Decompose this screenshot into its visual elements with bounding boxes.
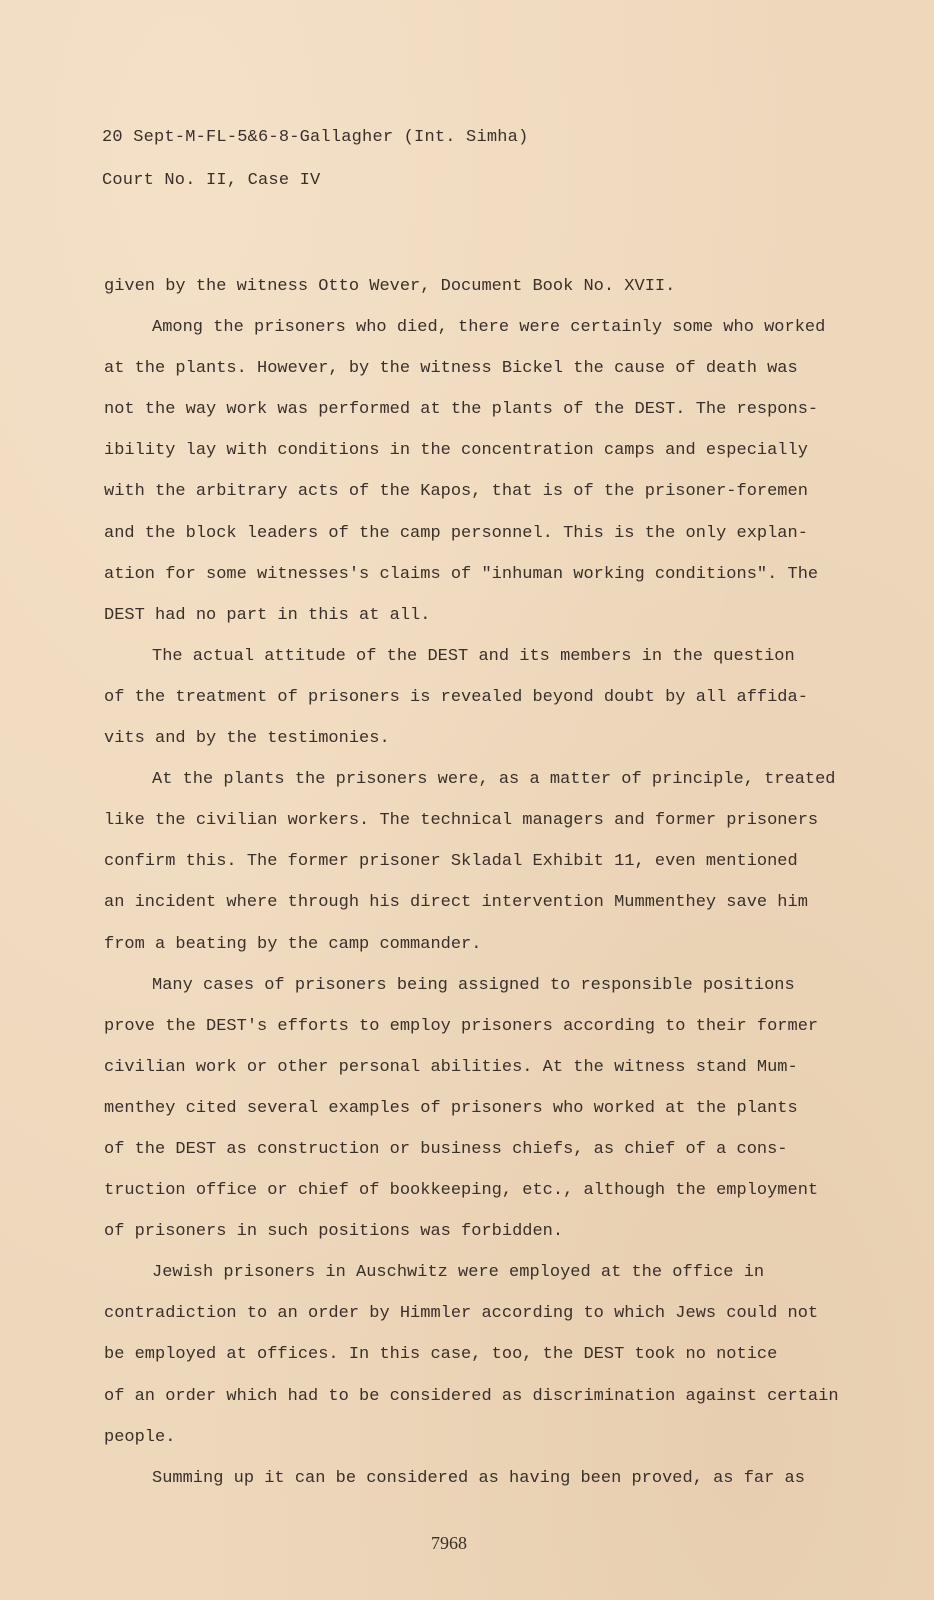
paragraph-start-line: Jewish prisoners in Auschwitz were employed at the office in <box>152 1263 765 1283</box>
paragraph-start-line: Many cases of prisoners being assigned to responsible positions <box>152 975 795 995</box>
text-line: from a beating by the camp commander. <box>104 934 482 954</box>
text-line: given by the witness Otto Wever, Document Book No. XVII. <box>104 277 676 296</box>
text-line: ation for some witnesses's claims of "inhuman working conditions". The <box>104 564 819 584</box>
page-number: 7968 <box>431 1533 467 1553</box>
header-reference-line: 20 Sept-M-FL-5&6-8-Gallagher (Int. Simha) <box>102 128 529 147</box>
text-line: prove the DEST's efforts to employ prisoners according to their former <box>104 1016 819 1036</box>
text-line: and the block leaders of the camp personnel. This is the only explan- <box>104 523 808 543</box>
paragraph-start-line: Among the prisoners who died, there were certainly some who worked <box>152 318 826 338</box>
text-line: of an order which had to be considered as discrimination against certain <box>104 1386 839 1406</box>
text-line: at the plants. However, by the witness Bickel the cause of death was <box>104 359 798 379</box>
text-line: people. <box>104 1427 176 1447</box>
paragraph-start-line: The actual attitude of the DEST and its members in the question <box>152 646 795 666</box>
text-line: of the DEST as construction or business chiefs, as chief of a cons- <box>104 1139 788 1159</box>
text-line: of the treatment of prisoners is revealed beyond doubt by all affida- <box>104 687 808 707</box>
paragraph-start-line: At the plants the prisoners were, as a matter of principle, treated <box>152 770 836 790</box>
text-line: menthey cited several examples of prisoners who worked at the plants <box>104 1098 798 1118</box>
text-line: an incident where through his direct intervention Mummenthey save him <box>104 893 808 913</box>
text-line: be employed at offices. In this case, too, the DEST took no notice <box>104 1345 778 1365</box>
text-line: like the civilian workers. The technical managers and former prisoners <box>104 811 819 831</box>
header-court-line: Court No. II, Case IV <box>102 171 321 190</box>
document-body <box>104 266 844 1499</box>
text-line: truction office or chief of bookkeeping, etc., although the employment <box>104 1181 819 1201</box>
text-line: of prisoners in such positions was forbidden. <box>104 1222 564 1242</box>
text-line: DEST had no part in this at all. <box>104 605 431 625</box>
text-line: civilian work or other personal abilities. At the witness stand Mum- <box>104 1057 798 1077</box>
text-line: vits and by the testimonies. <box>104 729 390 749</box>
text-line: not the way work was performed at the plants of the DEST. The respons- <box>104 400 819 420</box>
text-line: confirm this. The former prisoner Skladal Exhibit 11, even mentioned <box>104 852 798 872</box>
paragraph-start-line: Summing up it can be considered as having been proved, as far as <box>152 1468 805 1488</box>
text-line: contradiction to an order by Himmler according to which Jews could not <box>104 1304 819 1324</box>
text-line: ibility lay with conditions in the concentration camps and especially <box>104 441 808 461</box>
text-line: with the arbitrary acts of the Kapos, that is of the prisoner-foremen <box>104 482 808 502</box>
